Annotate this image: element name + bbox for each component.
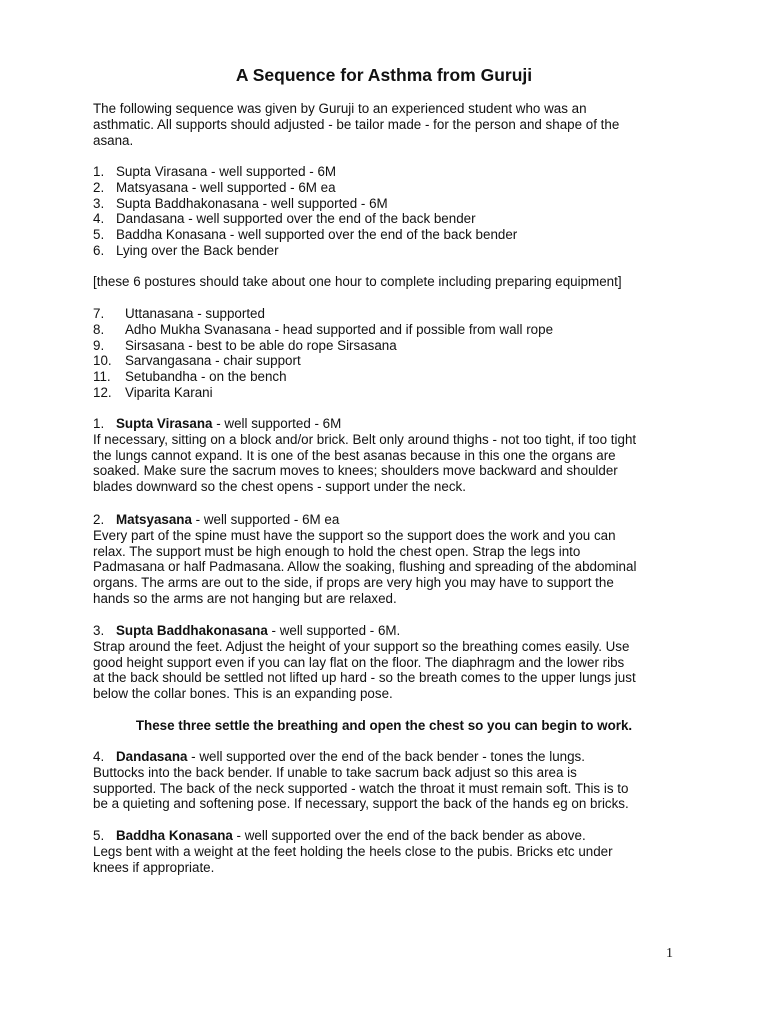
section-line: soaked. Make sure the sacrum moves to knees; shoulders move backward and shoulder <box>93 463 618 479</box>
pose-name: Supta Baddhakonasana <box>116 623 268 638</box>
list-number: 6. <box>93 242 105 258</box>
section-baddha-konasana <box>93 828 683 875</box>
section-line: organs. The arms are out to the side, if props are very high you may have to support the <box>93 575 614 591</box>
list-text: Sarvangasana - chair support <box>125 353 301 369</box>
list-text: Viparita Karani <box>125 384 213 400</box>
list-number: 1. <box>93 164 105 179</box>
pose-name: Supta Virasana <box>116 416 213 431</box>
section-line: Padmasana or half Padmasana. Allow the soaking, flushing and spreading of the abdominal <box>93 559 637 575</box>
section-line: supported. The back of the neck supported - watch the throat it must remain soft. This is to <box>93 780 629 796</box>
section-suffix: - well supported - 6M <box>212 416 342 431</box>
pose-name: Baddha Konasana <box>116 828 233 843</box>
sequence-list-part-1 <box>93 164 683 259</box>
intro-line: The following sequence was given by Guruji to an experienced student who was an <box>93 101 587 116</box>
list-item <box>93 211 683 227</box>
list-number: 10. <box>93 353 112 369</box>
list-number: 8. <box>93 321 105 337</box>
list-item <box>93 243 683 259</box>
list-number: 12. <box>93 384 112 400</box>
list-number: 3. <box>93 195 105 211</box>
list-text: Baddha Konasana - well supported over the end of the back bender <box>116 227 518 243</box>
section-supta-virasana <box>93 416 683 495</box>
section-line: the lungs cannot expand. It is one of the best asanas because in this one the organs are <box>93 447 616 463</box>
list-item <box>93 353 683 369</box>
section-matsyasana <box>93 512 683 607</box>
list-item <box>93 227 683 243</box>
section-suffix: - well supported over the end of the back bender - tones the lungs. <box>187 749 585 764</box>
section-suffix: - well supported over the end of the back bender as above. <box>232 828 586 843</box>
list-number: 7. <box>93 306 105 321</box>
list-text: Uttanasana - supported <box>125 306 265 321</box>
section-line: below the collar bones. This is an expanding pose. <box>93 686 393 702</box>
pose-name: Dandasana <box>116 749 188 764</box>
section-line: good height support even if you can lay flat on the floor. The diaphragm and the lower ribs <box>93 654 625 670</box>
section-number: 3. <box>93 623 105 638</box>
list-text: Adho Mukha Svanasana - head supported and if possible from wall rope <box>125 321 554 337</box>
intro-line: asthmatic. All supports should adjusted - be tailor made - for the person and shape of the <box>93 116 620 132</box>
list-item <box>93 164 683 180</box>
section-number: 1. <box>93 416 105 431</box>
list-text: Sirsasana - best to be able do rope Sirsasana <box>125 337 397 353</box>
list-number: 11. <box>93 369 111 385</box>
section-number: 5. <box>93 828 105 843</box>
list-text: Lying over the Back bender <box>116 242 279 258</box>
list-number: 4. <box>93 211 105 227</box>
section-supta-baddhakonasana <box>93 623 683 702</box>
section-line: Legs bent with a weight at the feet holding the heels close to the pubis. Bricks etc under <box>93 843 613 859</box>
section-heading <box>93 623 683 639</box>
list-number: 9. <box>93 337 105 353</box>
section-heading <box>93 416 683 432</box>
list-text: Supta Baddhakonasana - well supported - 6M <box>116 195 388 211</box>
section-dandasana <box>93 749 683 812</box>
list-item <box>93 322 683 338</box>
list-item <box>93 196 683 212</box>
intro-paragraph <box>93 101 683 148</box>
document-title: A Sequence for Asthma from Guruji <box>235 65 533 85</box>
list-item <box>93 306 683 322</box>
section-heading <box>93 828 683 844</box>
section-line: at the back should be settled not lifted up hard - so the breath comes to the upper lungs just <box>93 670 636 686</box>
section-number: 2. <box>93 512 105 527</box>
list-item <box>93 338 683 354</box>
list-number: 5. <box>93 227 105 243</box>
section-line: knees if appropriate. <box>93 859 215 875</box>
section-line: Every part of the spine must have the support so the support does the work and you can <box>93 527 616 543</box>
list-text: Supta Virasana - well supported - 6M <box>116 164 337 179</box>
section-line: relax. The support must be high enough to hold the chest open. Strap the legs into <box>93 543 581 559</box>
list-number: 2. <box>93 179 105 195</box>
list-text: Setubandha - on the bench <box>125 369 287 385</box>
intro-line: asana. <box>93 132 134 148</box>
list-item <box>93 385 683 401</box>
pose-name: Matsyasana <box>116 512 192 527</box>
list-text: Matsyasana - well supported - 6M ea <box>116 179 336 195</box>
page-number: 1 <box>666 946 673 961</box>
section-line: Buttocks into the back bender. If unable to take sacrum back adjust so this area is <box>93 764 577 780</box>
section-line: If necessary, sitting on a block and/or brick. Belt only around thighs - not too tight, if too tight <box>93 431 637 447</box>
section-line: blades downward so the chest opens - support under the neck. <box>93 479 466 495</box>
section-line: Strap around the feet. Adjust the height of your support so the breathing comes easily. Use <box>93 638 630 654</box>
list-item <box>93 180 683 196</box>
list-text: Dandasana - well supported over the end of the back bender <box>116 211 476 227</box>
section-number: 4. <box>93 749 105 764</box>
bracket-note <box>93 274 683 290</box>
emphasis-note: These three settle the breathing and open the chest so you can begin to work. <box>135 718 633 733</box>
bracket-note-text: [these 6 postures should take about one hour to complete including preparing equipment] <box>93 274 622 289</box>
section-heading <box>93 749 683 765</box>
section-line: be a quieting and softening pose. If necessary, support the back of the hands eg on bricks. <box>93 796 629 812</box>
section-suffix: - well supported - 6M. <box>267 623 401 638</box>
section-suffix: - well supported - 6M ea <box>191 512 340 527</box>
list-item <box>93 369 683 385</box>
sequence-list-part-2 <box>93 306 683 401</box>
section-heading <box>93 512 683 528</box>
section-line: hands so the arms are not hanging but are relaxed. <box>93 590 397 606</box>
